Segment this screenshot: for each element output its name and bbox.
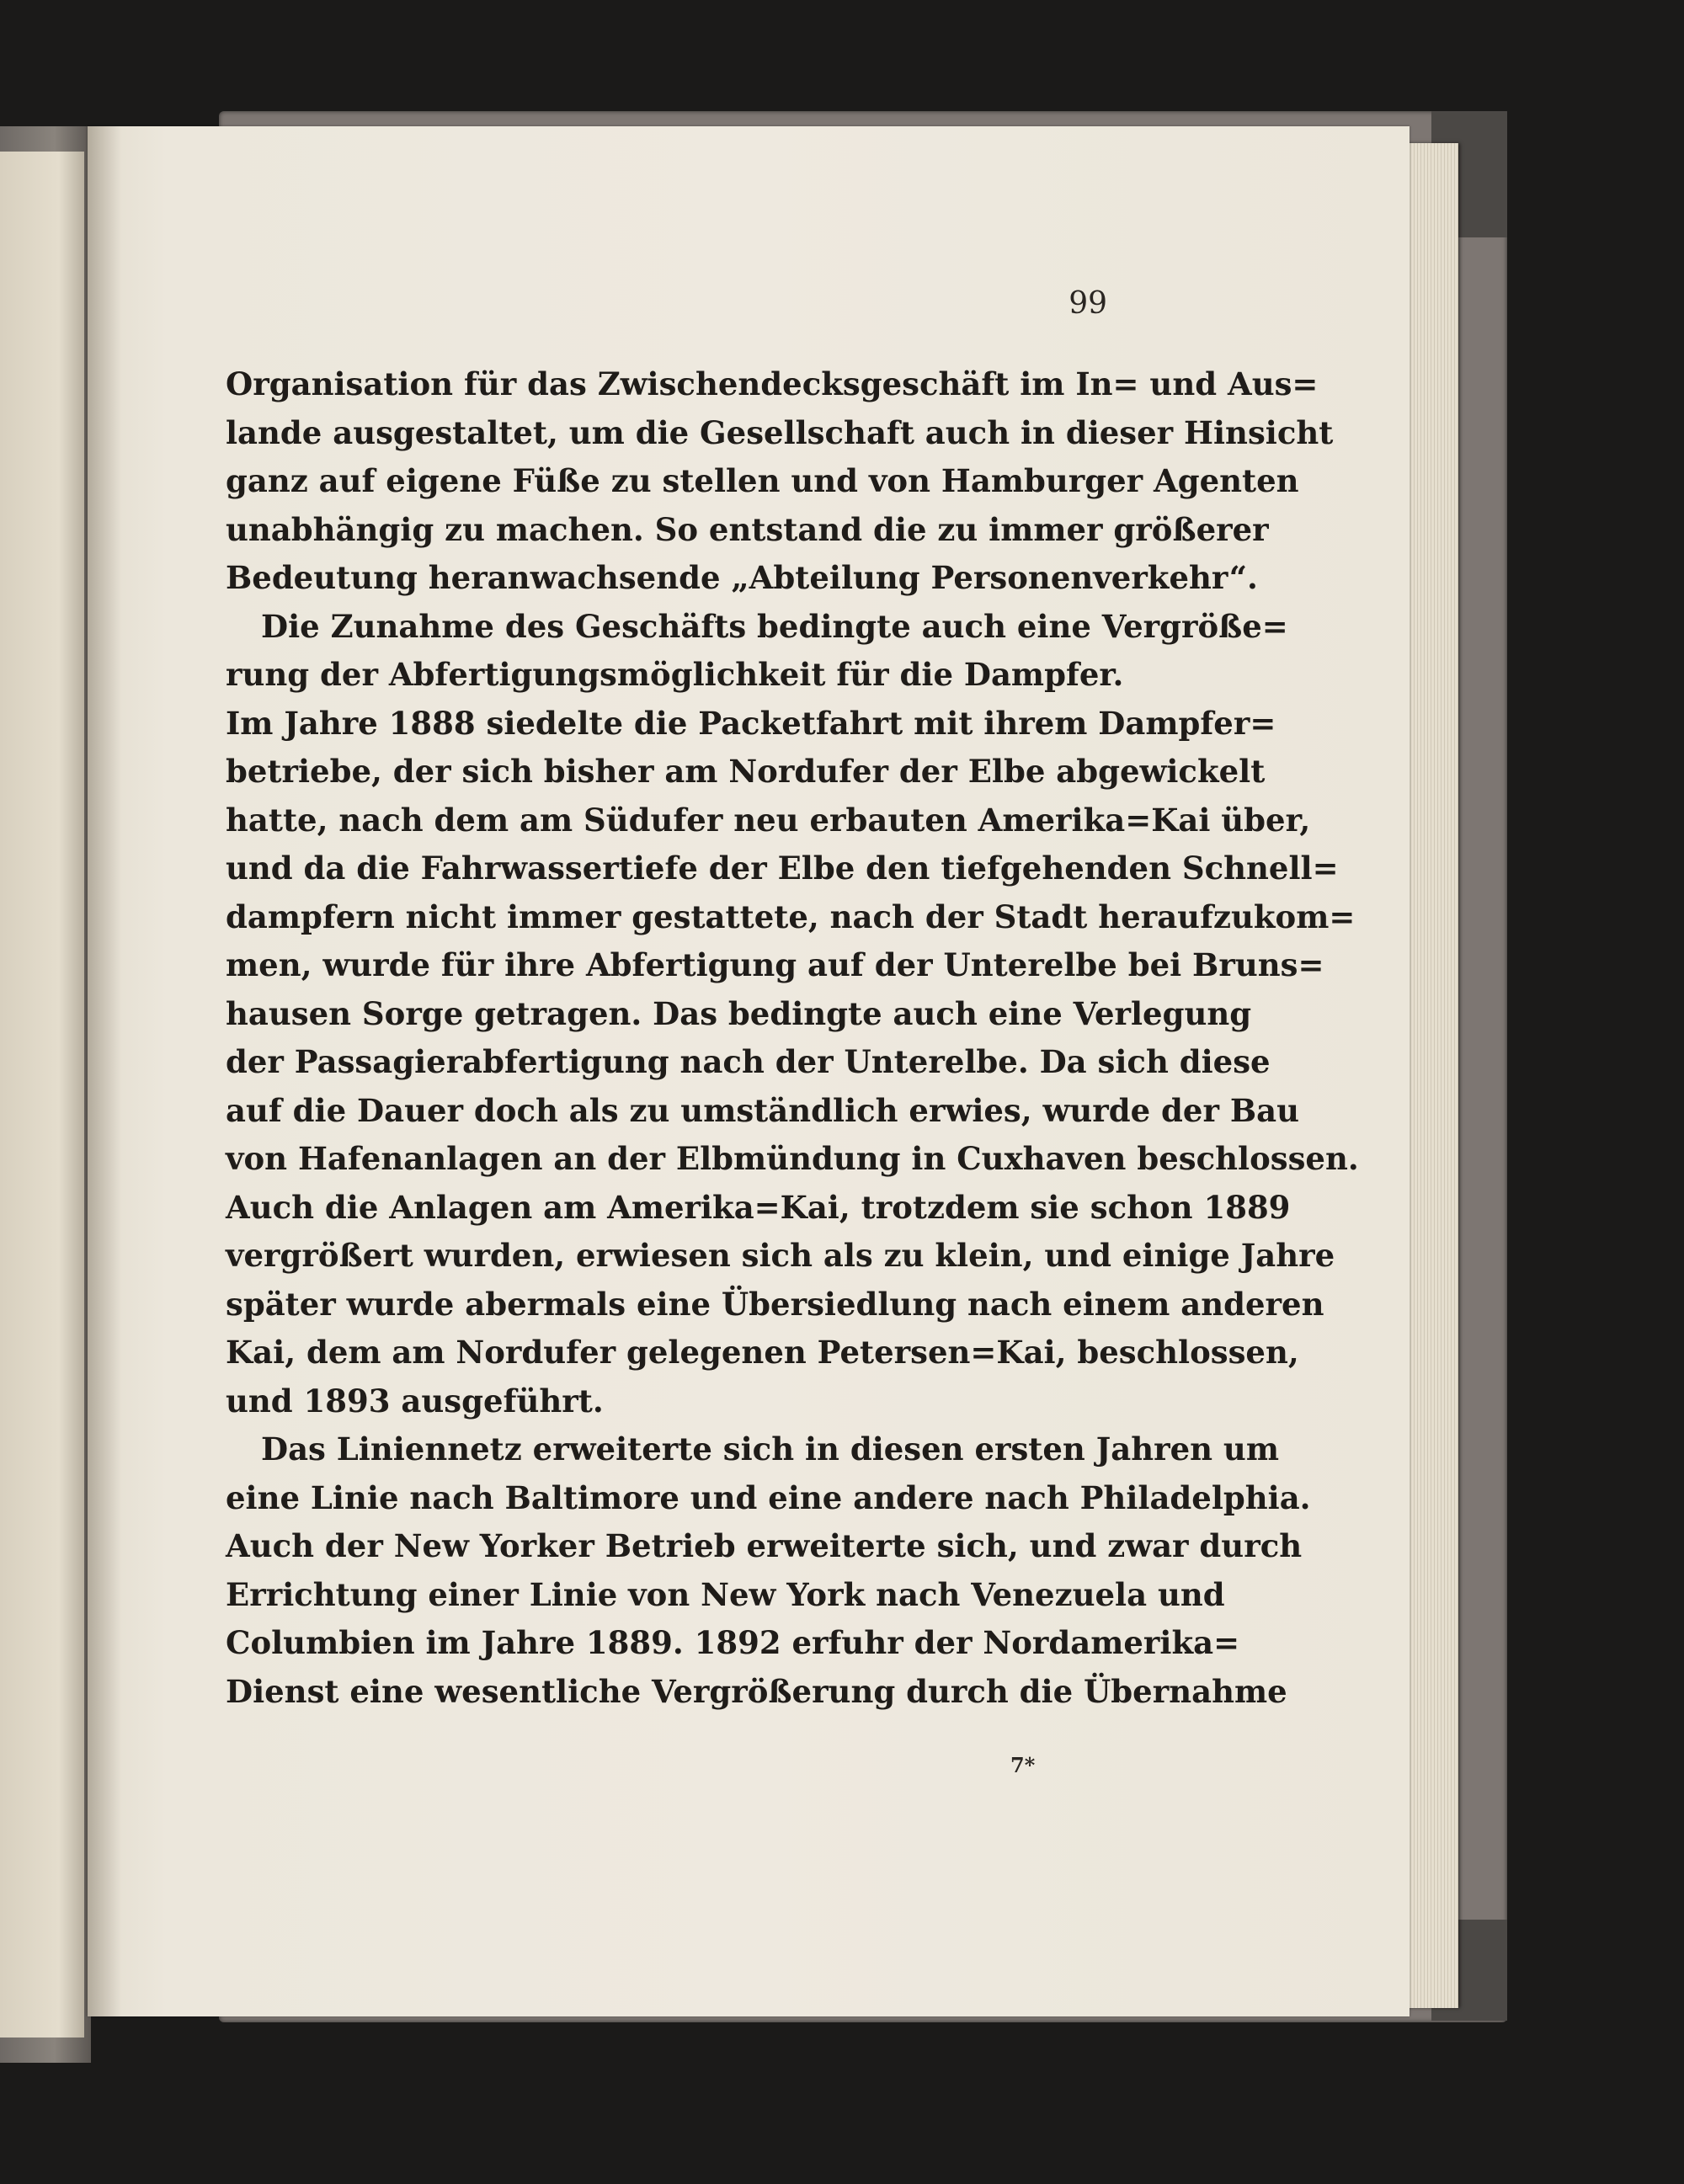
signature-mark: 7* [1010, 1753, 1036, 1777]
text-line: lande ausgestaltet, um die Gesellschaft auch in dieser Hinsicht [226, 413, 1334, 451]
text-line: auf die Dauer doch als zu umständlich erwies, wurde der Bau [226, 1091, 1299, 1129]
text-line: hausen Sorge getragen. Das bedingte auch eine Verlegung [226, 994, 1252, 1032]
text-line: Bedeutung heranwachsende „Abteilung Personenverkehr“. [226, 559, 1258, 596]
body-text [226, 360, 1359, 1716]
text-line: Errichtung einer Linie von New York nach Venezuela und [226, 1575, 1225, 1613]
text-line: Dienst eine wesentliche Vergrößerung durch die Übernahme [226, 1672, 1287, 1710]
text-line: der Passagierabfertigung nach der Unterelbe. Da sich diese [226, 1043, 1271, 1080]
page-gutter-shadow [88, 126, 121, 2016]
text-line: Organisation für das Zwischendecksgeschäft im In= und Aus= [226, 365, 1319, 402]
text-line: Kai, dem am Nordufer gelegenen Petersen=Kai, beschlossen, [226, 1334, 1299, 1371]
page-number: 99 [1068, 286, 1107, 321]
text-line: und 1893 ausgeführt. [226, 1382, 604, 1420]
text-line: eine Linie nach Baltimore und eine andere nach Philadelphia. [226, 1478, 1311, 1516]
text-line: rung der Abfertigungsmöglichkeit für die Dampfer. [226, 656, 1124, 693]
text-line: von Hafenanlagen an der Elbmündung in Cuxhaven beschlossen. [226, 1140, 1359, 1177]
text-line: unabhängig zu machen. So entstand die zu immer größerer [226, 510, 1269, 548]
text-line: später wurde abermals eine Übersiedlung nach einem anderen [226, 1285, 1324, 1323]
text-line: hatte, nach dem am Südufer neu erbauten Amerika=Kai über, [226, 801, 1311, 839]
text-line: Auch die Anlagen am Amerika=Kai, trotzdem sie schon 1889 [226, 1188, 1291, 1226]
text-line: vergrößert wurden, erwiesen sich als zu klein, und einige Jahre [226, 1237, 1335, 1274]
text-line: Columbien im Jahre 1889. 1892 erfuhr der Nordamerika= [226, 1624, 1240, 1661]
text-line: ganz auf eigene Füße zu stellen und von Hamburger Agenten [226, 462, 1299, 499]
text-line: Auch der New Yorker Betrieb erweiterte sich, und zwar durch [226, 1527, 1303, 1564]
text-line: Im Jahre 1888 siedelte die Packetfahrt mit ihrem Dampfer= [226, 704, 1276, 742]
text-line: und da die Fahrwassertiefe der Elbe den tiefgehenden Schnell= [226, 850, 1339, 887]
text-line: dampfern nicht immer gestattete, nach der Stadt heraufzukom= [226, 898, 1356, 935]
text-line: betriebe, der sich bisher am Nordufer der Elbe abgewickelt [226, 753, 1266, 790]
text-line: Das Liniennetz erweiterte sich in diesen ersten Jahren um [261, 1430, 1279, 1468]
left-page-edge [0, 152, 84, 2038]
text-line: Die Zunahme des Geschäfts bedingte auch eine Vergröße= [261, 607, 1288, 645]
text-line: men, wurde für ihre Abfertigung auf der Unterelbe bei Bruns= [226, 946, 1324, 983]
